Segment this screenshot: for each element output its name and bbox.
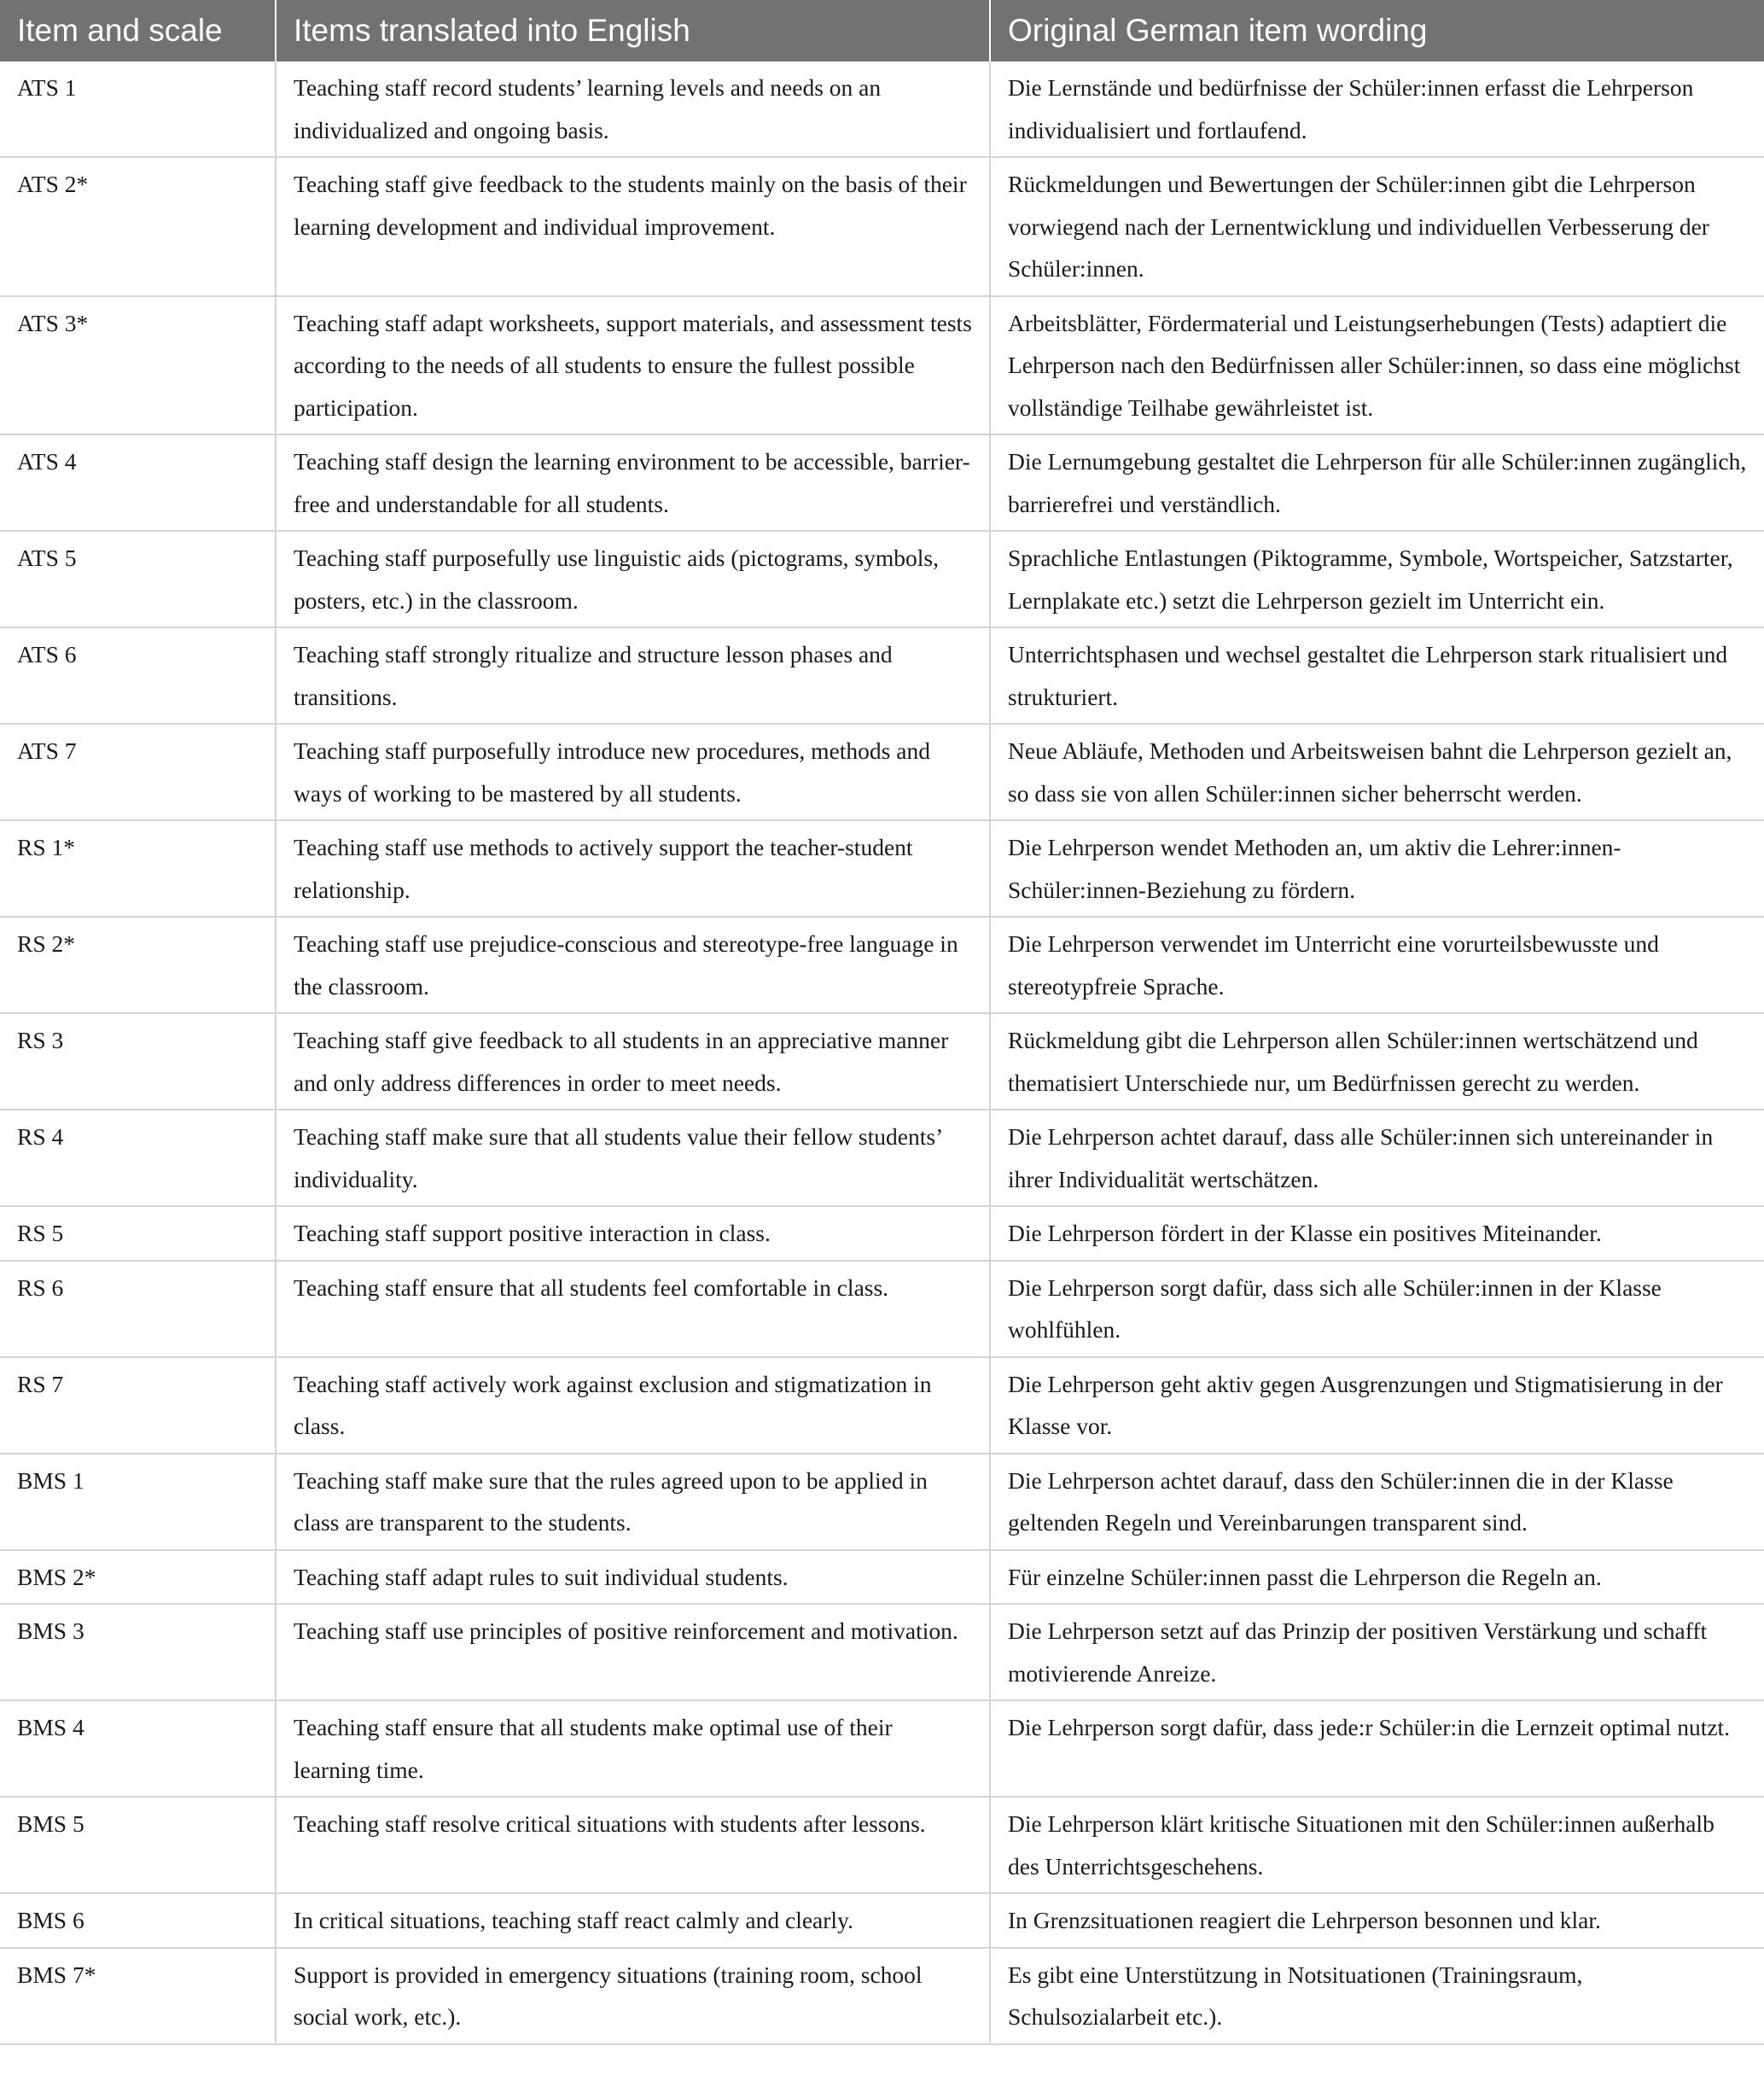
header-row [0,0,1764,61]
item-cell: RS 5 [0,1206,276,1261]
item-cell: BMS 3 [0,1604,276,1700]
german-cell: Die Lehrperson klärt kritische Situationen mit den Schüler:innen außerhalb des Unterrichtsgeschehens. [990,1797,1764,1893]
header-item-and-scale: Item and scale [0,0,276,61]
item-cell: ATS 2* [0,157,276,296]
german-cell: In Grenzsituationen reagiert die Lehrperson besonnen und klar. [990,1893,1764,1948]
table-row [0,296,1764,435]
item-cell: BMS 2* [0,1550,276,1605]
item-cell: ATS 4 [0,434,276,531]
item-cell: BMS 4 [0,1700,276,1797]
german-cell: Rückmeldungen und Bewertungen der Schüler:innen gibt die Lehrperson vorwiegend nach der Lernentwicklung und individuellen Verbesserung der Schüler:innen. [990,157,1764,296]
table-row [0,1261,1764,1357]
item-cell: RS 3 [0,1013,276,1110]
german-cell: Die Lehrperson verwendet im Unterricht eine vorurteilsbewusste und stereotypfreie Sprache. [990,917,1764,1013]
table-header [0,0,1764,61]
german-cell: Die Lehrperson fördert in der Klasse ein positives Miteinander. [990,1206,1764,1261]
german-cell: Die Lernumgebung gestaltet die Lehrperson für alle Schüler:innen zugänglich, barrierefrei und verständlich. [990,434,1764,531]
english-cell: Teaching staff use principles of positive reinforcement and motivation. [276,1604,990,1700]
german-cell: Die Lehrperson sorgt dafür, dass sich alle Schüler:innen in der Klasse wohlfühlen. [990,1261,1764,1357]
table-row [0,1700,1764,1797]
english-cell: Teaching staff make sure that the rules agreed upon to be applied in class are transparent to the students. [276,1454,990,1550]
item-cell: RS 2* [0,917,276,1013]
english-cell: Teaching staff use methods to actively support the teacher-student relationship. [276,820,990,917]
item-cell: RS 6 [0,1261,276,1357]
german-cell: Die Lehrperson achtet darauf, dass den Schüler:innen die in der Klasse geltenden Regeln und Vereinbarungen transparent sind. [990,1454,1764,1550]
table-row [0,531,1764,627]
item-cell: RS 7 [0,1357,276,1454]
table-row [0,1604,1764,1700]
german-cell: Sprachliche Entlastungen (Piktogramme, Symbole, Wortspeicher, Satzstarter, Lernplakate etc.) setzt die Lehrperson gezielt im Unterricht ein. [990,531,1764,627]
table-row [0,627,1764,724]
english-cell: Teaching staff purposefully introduce new procedures, methods and ways of working to be mastered by all students. [276,724,990,820]
item-cell: RS 4 [0,1110,276,1206]
table-row [0,1013,1764,1110]
english-cell: Teaching staff support positive interaction in class. [276,1206,990,1261]
table-row [0,61,1764,157]
german-cell: Die Lehrperson geht aktiv gegen Ausgrenzungen und Stigmatisierung in der Klasse vor. [990,1357,1764,1454]
german-cell: Die Lehrperson achtet darauf, dass alle Schüler:innen sich untereinander in ihrer Individualität wertschätzen. [990,1110,1764,1206]
item-cell: ATS 6 [0,627,276,724]
english-cell: Teaching staff give feedback to all students in an appreciative manner and only address differences in order to meet needs. [276,1013,990,1110]
english-cell: Teaching staff actively work against exclusion and stigmatization in class. [276,1357,990,1454]
table-body [0,61,1764,2044]
english-cell: Teaching staff make sure that all students value their fellow students’ individuality. [276,1110,990,1206]
english-cell: Support is provided in emergency situations (training room, school social work, etc.). [276,1948,990,2044]
english-cell: Teaching staff ensure that all students feel comfortable in class. [276,1261,990,1357]
item-cell: BMS 6 [0,1893,276,1948]
table-row [0,1893,1764,1948]
header-german-wording: Original German item wording [990,0,1764,61]
item-cell: ATS 5 [0,531,276,627]
table-row [0,157,1764,296]
english-cell: Teaching staff record students’ learning levels and needs on an individualized and ongoing basis. [276,61,990,157]
german-cell: Unterrichtsphasen und wechsel gestaltet die Lehrperson stark ritualisiert und strukturiert. [990,627,1764,724]
item-cell: ATS 1 [0,61,276,157]
english-cell: Teaching staff design the learning environment to be accessible, barrier-free and understandable for all students. [276,434,990,531]
german-cell: Die Lehrperson sorgt dafür, dass jede:r Schüler:in die Lernzeit optimal nutzt. [990,1700,1764,1797]
header-english-items: Items translated into English [276,0,990,61]
english-cell: Teaching staff resolve critical situations with students after lessons. [276,1797,990,1893]
table-row [0,1206,1764,1261]
table-row [0,1357,1764,1454]
table-row [0,1110,1764,1206]
english-cell: Teaching staff use prejudice-conscious and stereotype-free language in the classroom. [276,917,990,1013]
item-cell: BMS 5 [0,1797,276,1893]
english-cell: Teaching staff ensure that all students make optimal use of their learning time. [276,1700,990,1797]
table-row [0,820,1764,917]
german-cell: Neue Abläufe, Methoden und Arbeitsweisen bahnt die Lehrperson gezielt an, so dass sie von allen Schüler:innen sicher beherrscht werden. [990,724,1764,820]
english-cell: Teaching staff adapt rules to suit individual students. [276,1550,990,1605]
german-cell: Es gibt eine Unterstützung in Notsituationen (Trainingsraum, Schulsozialarbeit etc.). [990,1948,1764,2044]
german-cell: Die Lehrperson setzt auf das Prinzip der positiven Verstärkung und schafft motivierende Anreize. [990,1604,1764,1700]
english-cell: In critical situations, teaching staff react calmly and clearly. [276,1893,990,1948]
english-cell: Teaching staff adapt worksheets, support materials, and assessment tests according to the needs of all students to ensure the fullest possible participation. [276,296,990,435]
table-row [0,1948,1764,2044]
german-cell: Für einzelne Schüler:innen passt die Lehrperson die Regeln an. [990,1550,1764,1605]
item-cell: ATS 3* [0,296,276,435]
item-cell: BMS 7* [0,1948,276,2044]
table-row [0,724,1764,820]
english-cell: Teaching staff give feedback to the students mainly on the basis of their learning development and individual improvement. [276,157,990,296]
table-row [0,917,1764,1013]
english-cell: Teaching staff strongly ritualize and structure lesson phases and transitions. [276,627,990,724]
table-row [0,434,1764,531]
table-row [0,1454,1764,1550]
item-cell: ATS 7 [0,724,276,820]
german-cell: Rückmeldung gibt die Lehrperson allen Schüler:innen wertschätzend und thematisiert Unterschiede nur, um Bedürfnissen gerecht zu werden. [990,1013,1764,1110]
item-cell: BMS 1 [0,1454,276,1550]
german-cell: Arbeitsblätter, Fördermaterial und Leistungserhebungen (Tests) adaptiert die Lehrperson nach den Bedürfnissen aller Schüler:innen, so dass eine möglichst vollständige Teilhabe gewährleistet ist. [990,296,1764,435]
german-cell: Die Lehrperson wendet Methoden an, um aktiv die Lehrer:innen-Schüler:innen-Beziehung zu fördern. [990,820,1764,917]
german-cell: Die Lernstände und bedürfnisse der Schüler:innen erfasst die Lehrperson individualisiert und fortlaufend. [990,61,1764,157]
table-row [0,1550,1764,1605]
table-row [0,1797,1764,1893]
item-cell: RS 1* [0,820,276,917]
english-cell: Teaching staff purposefully use linguistic aids (pictograms, symbols, posters, etc.) in the classroom. [276,531,990,627]
